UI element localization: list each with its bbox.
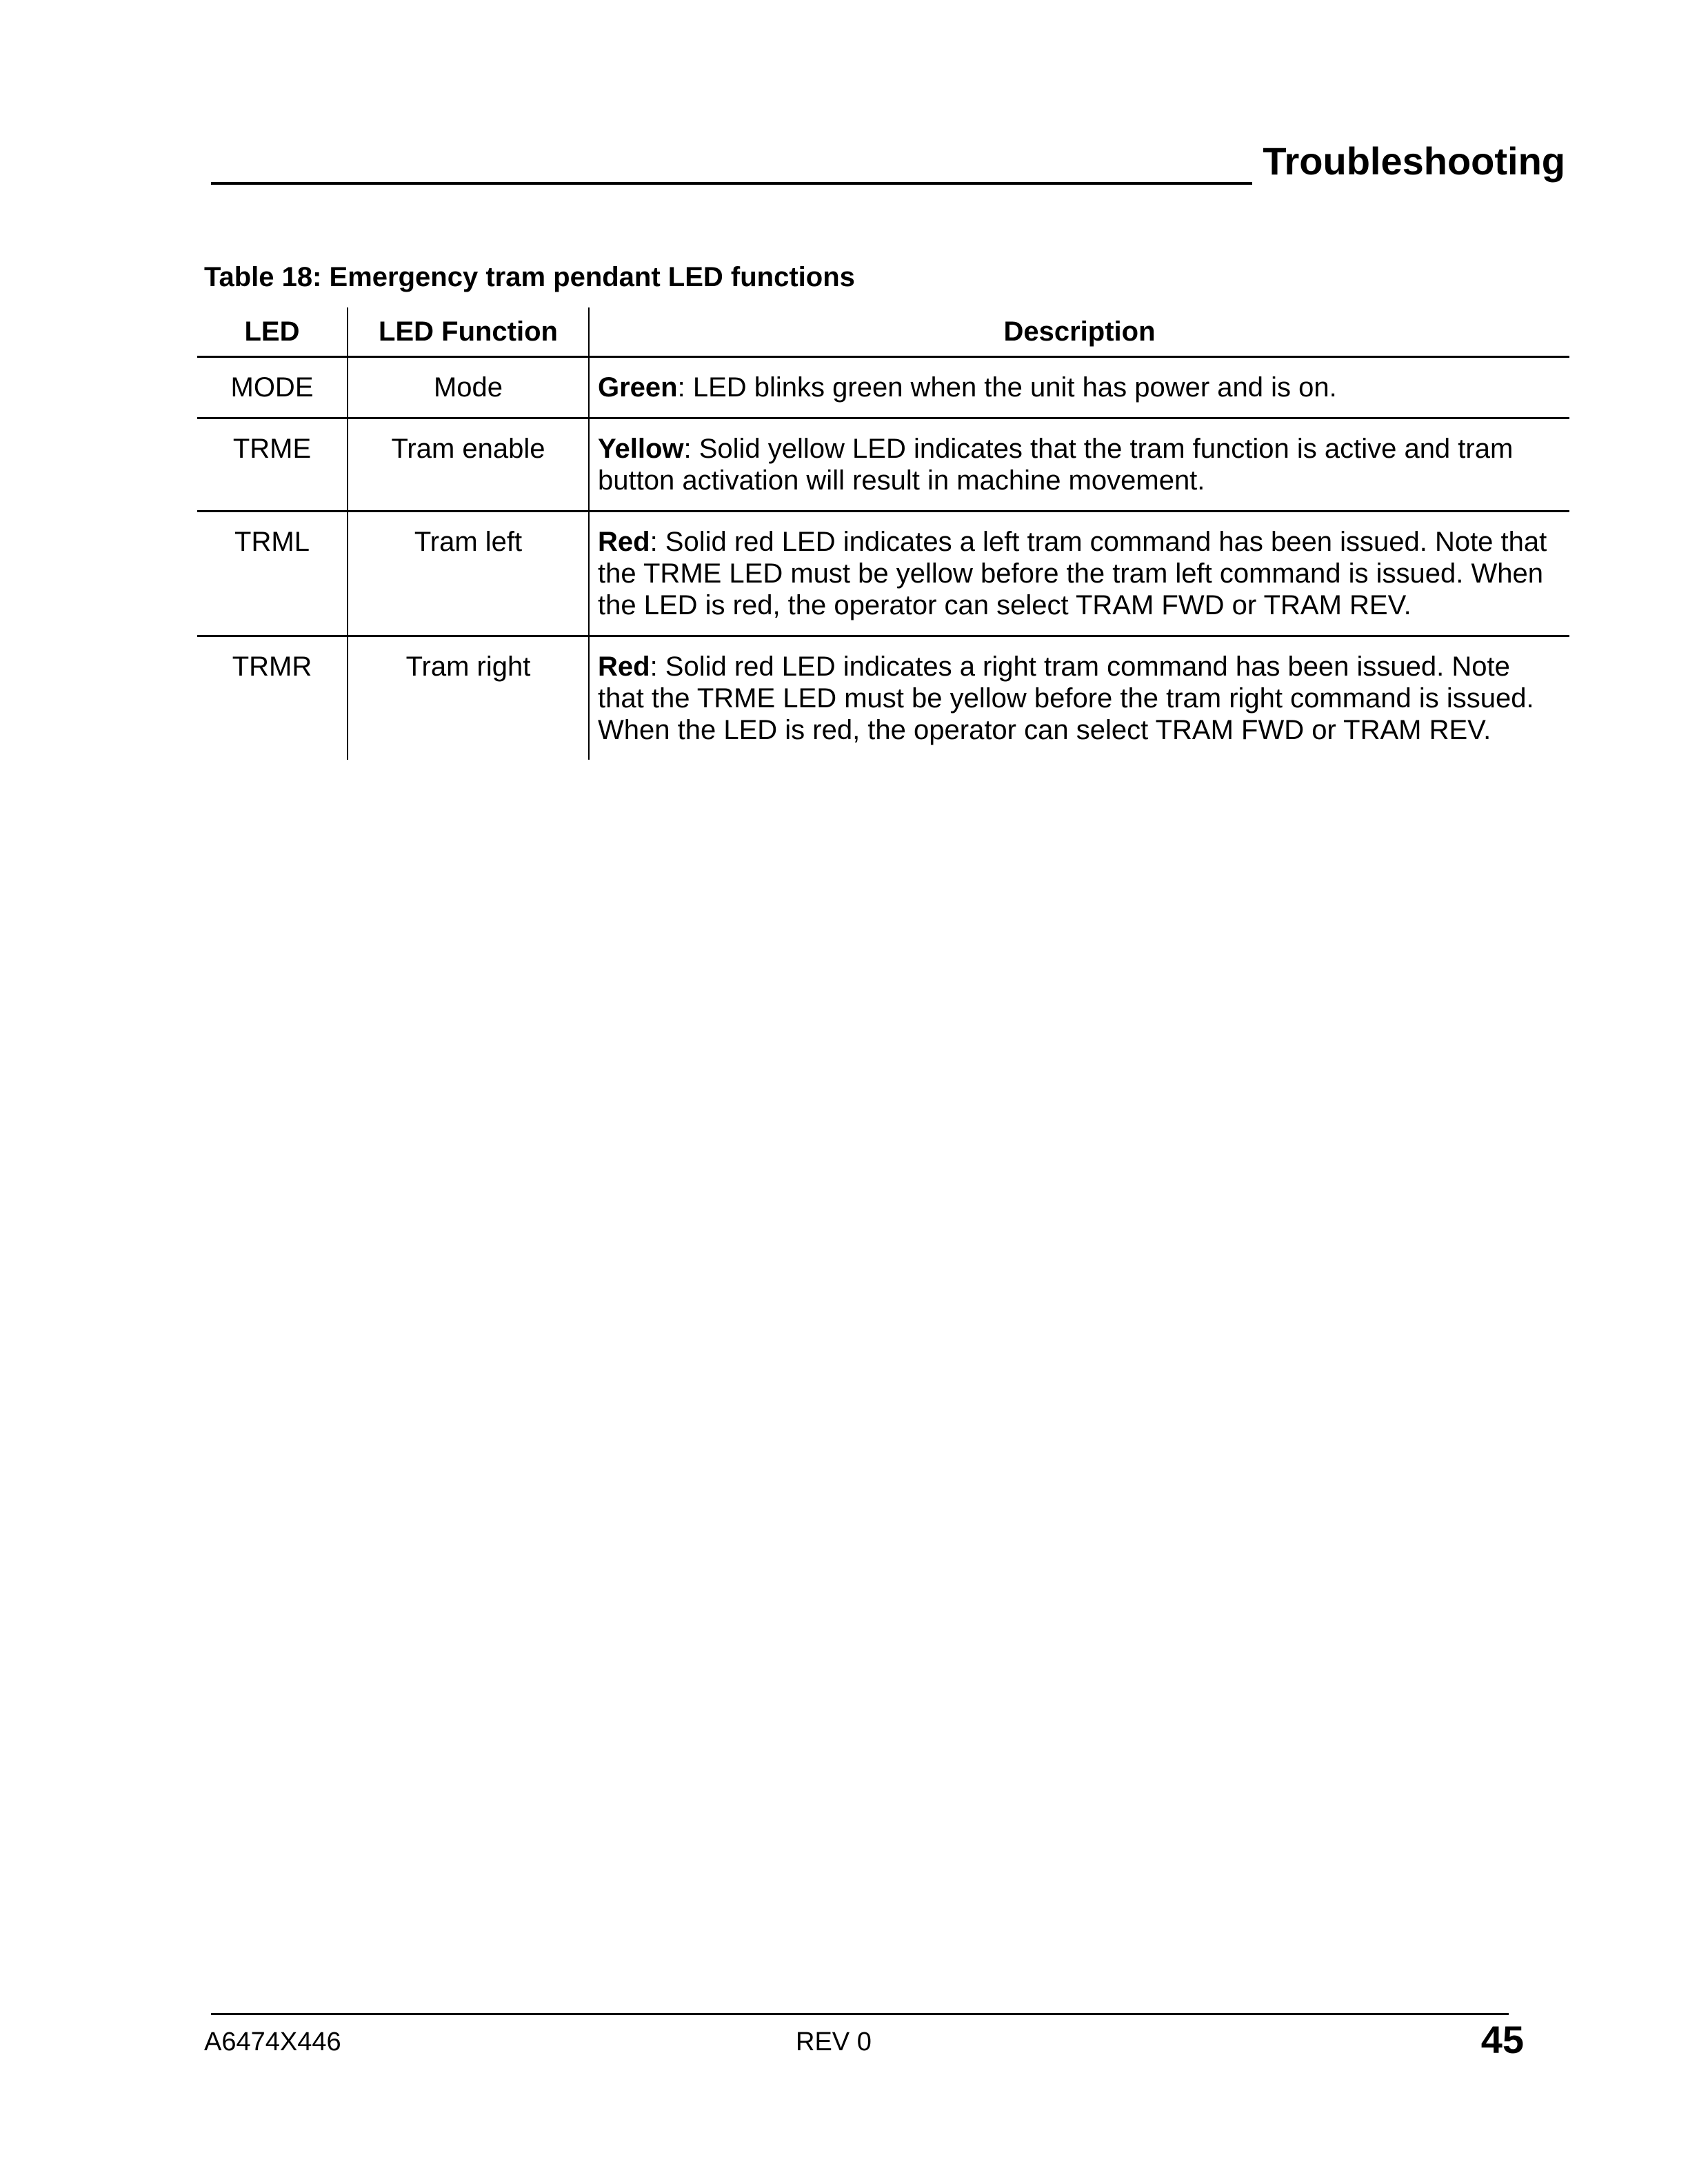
description-text: : Solid red LED indicates a right tram command has been issued. Note that the TRME LED must be yellow before the tram right command is issued. When the LED is red, the operator can select TRAM FWD or TRAM REV. (598, 651, 1534, 745)
description-color-label: Yellow (598, 434, 684, 464)
description-cell (589, 357, 1569, 418)
column-header-led: LED (197, 307, 348, 357)
description-text: : LED blinks green when the unit has power and is on. (677, 372, 1337, 403)
led-cell: MODE (197, 357, 348, 418)
led-cell: TRME (197, 418, 348, 512)
table-caption: Table 18: Emergency tram pendant LED functions (204, 262, 855, 292)
column-header-description: Description (589, 307, 1569, 357)
column-header-led-function: LED Function (348, 307, 589, 357)
table-row (197, 418, 1569, 512)
description-color-label: Green (598, 372, 678, 403)
description-text: : Solid red LED indicates a left tram command has been issued. Note that the TRME LED must be yellow before the tram left command is issued. When the LED is red, the operator can select TRAM FWD or TRAM REV. (598, 527, 1547, 620)
revision-label: REV 0 (796, 2028, 872, 2056)
table-row (197, 636, 1569, 760)
table-header-row (197, 307, 1569, 357)
description-color-label: Red (598, 651, 650, 682)
document-number: A6474X446 (204, 2028, 341, 2056)
description-cell (589, 512, 1569, 636)
table-row (197, 357, 1569, 418)
description-text: : Solid yellow LED indicates that the tram function is active and tram button activation will result in machine movement. (598, 434, 1514, 496)
led-cell: TRMR (197, 636, 348, 760)
section-title: Troubleshooting (1263, 139, 1565, 183)
header-rule (211, 182, 1252, 185)
description-cell (589, 418, 1569, 512)
function-cell: Mode (348, 357, 589, 418)
function-cell: Tram left (348, 512, 589, 636)
page-number: 45 (1480, 2018, 1524, 2061)
led-cell: TRML (197, 512, 348, 636)
description-color-label: Red (598, 527, 650, 557)
led-functions-table (197, 307, 1569, 760)
function-cell: Tram right (348, 636, 589, 760)
table-row (197, 512, 1569, 636)
function-cell: Tram enable (348, 418, 589, 512)
description-cell (589, 636, 1569, 760)
footer-rule (211, 2013, 1509, 2015)
